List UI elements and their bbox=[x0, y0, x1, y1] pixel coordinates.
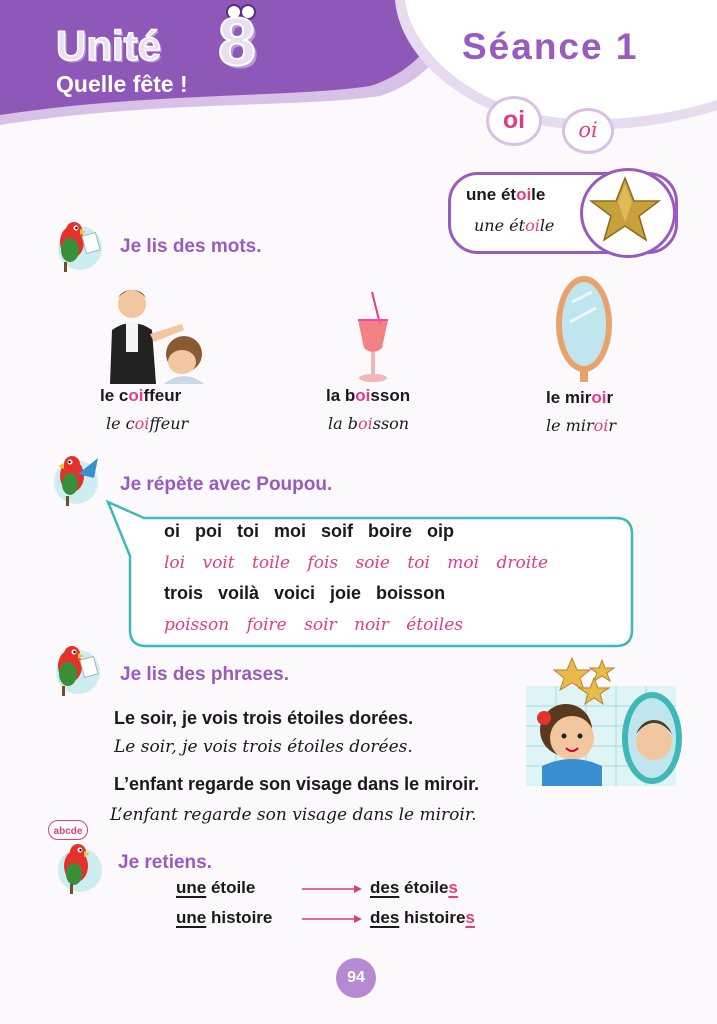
remember-row-1-plural: des étoiles bbox=[370, 878, 458, 897]
girl-mirror-illustration bbox=[506, 656, 702, 786]
word-coiffeur-script: le coiffeur bbox=[106, 414, 189, 433]
sound-script-label: oi bbox=[578, 118, 598, 142]
hairdresser-icon bbox=[104, 284, 208, 384]
gold-star-icon bbox=[588, 174, 662, 244]
arrow-right-icon bbox=[302, 882, 362, 896]
sound-badge-print bbox=[486, 96, 542, 146]
sentence-2-print: L’enfant regarde son visage dans le miroir. bbox=[114, 774, 480, 794]
unit-subtitle: Quelle fête ! bbox=[56, 71, 188, 97]
section-title-repeat: Je répète avec Poupou. bbox=[120, 474, 333, 495]
section-title-read-words: Je lis des mots. bbox=[120, 236, 262, 257]
parrot-reading-icon bbox=[50, 212, 102, 274]
repeat-line-2: loi voit toile fois soie toi moi droite bbox=[164, 553, 549, 573]
repeat-line-4: poisson foire soir noir étoiles bbox=[164, 615, 464, 635]
remember-row-1-singular: une étoile bbox=[176, 878, 256, 897]
sound-print-label: oi bbox=[502, 106, 526, 134]
arrow-right-icon-2 bbox=[302, 912, 362, 926]
session-title: Séance 1 bbox=[462, 26, 639, 67]
parrot-thinking-icon bbox=[52, 834, 104, 896]
sentence-2-script: L’enfant regarde son visage dans le miroir. bbox=[110, 805, 477, 825]
section-title-read-sentences: Je lis des phrases. bbox=[120, 664, 289, 685]
unit-number: 8 bbox=[218, 4, 256, 80]
key-word-script: une étoile bbox=[474, 216, 555, 235]
drink-glass-icon bbox=[350, 290, 396, 384]
key-word-print: une étoile bbox=[466, 185, 546, 204]
sound-badge-script bbox=[562, 108, 614, 154]
word-coiffeur-print: le coiffeur bbox=[100, 386, 182, 405]
thought-bubble-text: abcde bbox=[53, 826, 83, 837]
mirror-icon bbox=[552, 272, 616, 384]
section-title-remember: Je retiens. bbox=[118, 852, 212, 873]
parrot-reading-icon-2 bbox=[48, 636, 100, 698]
word-miroir-script: le miroir bbox=[546, 416, 617, 435]
page-number-badge bbox=[336, 958, 376, 998]
repeat-line-3: trois voilà voici joie boisson bbox=[164, 583, 446, 603]
unit-title bbox=[56, 22, 161, 70]
page-number: 94 bbox=[347, 969, 365, 986]
repeat-line-1: oi poi toi moi soif boire oip bbox=[164, 521, 454, 541]
sentence-1-print: Le soir, je vois trois étoiles dorées. bbox=[114, 708, 414, 728]
remember-row-2-singular: une histoire bbox=[176, 908, 273, 927]
sentence-1-script: Le soir, je vois trois étoiles dorées. bbox=[114, 737, 413, 757]
word-boisson-print: la boisson bbox=[326, 386, 411, 405]
remember-row-2-plural: des histoires bbox=[370, 908, 475, 927]
word-miroir-print: le miroir bbox=[546, 388, 614, 407]
word-boisson-script: la boisson bbox=[328, 414, 410, 433]
unit-label: Unité bbox=[56, 22, 161, 69]
parrot-speaking-icon bbox=[48, 446, 100, 508]
unit-number-badge bbox=[210, 2, 270, 82]
